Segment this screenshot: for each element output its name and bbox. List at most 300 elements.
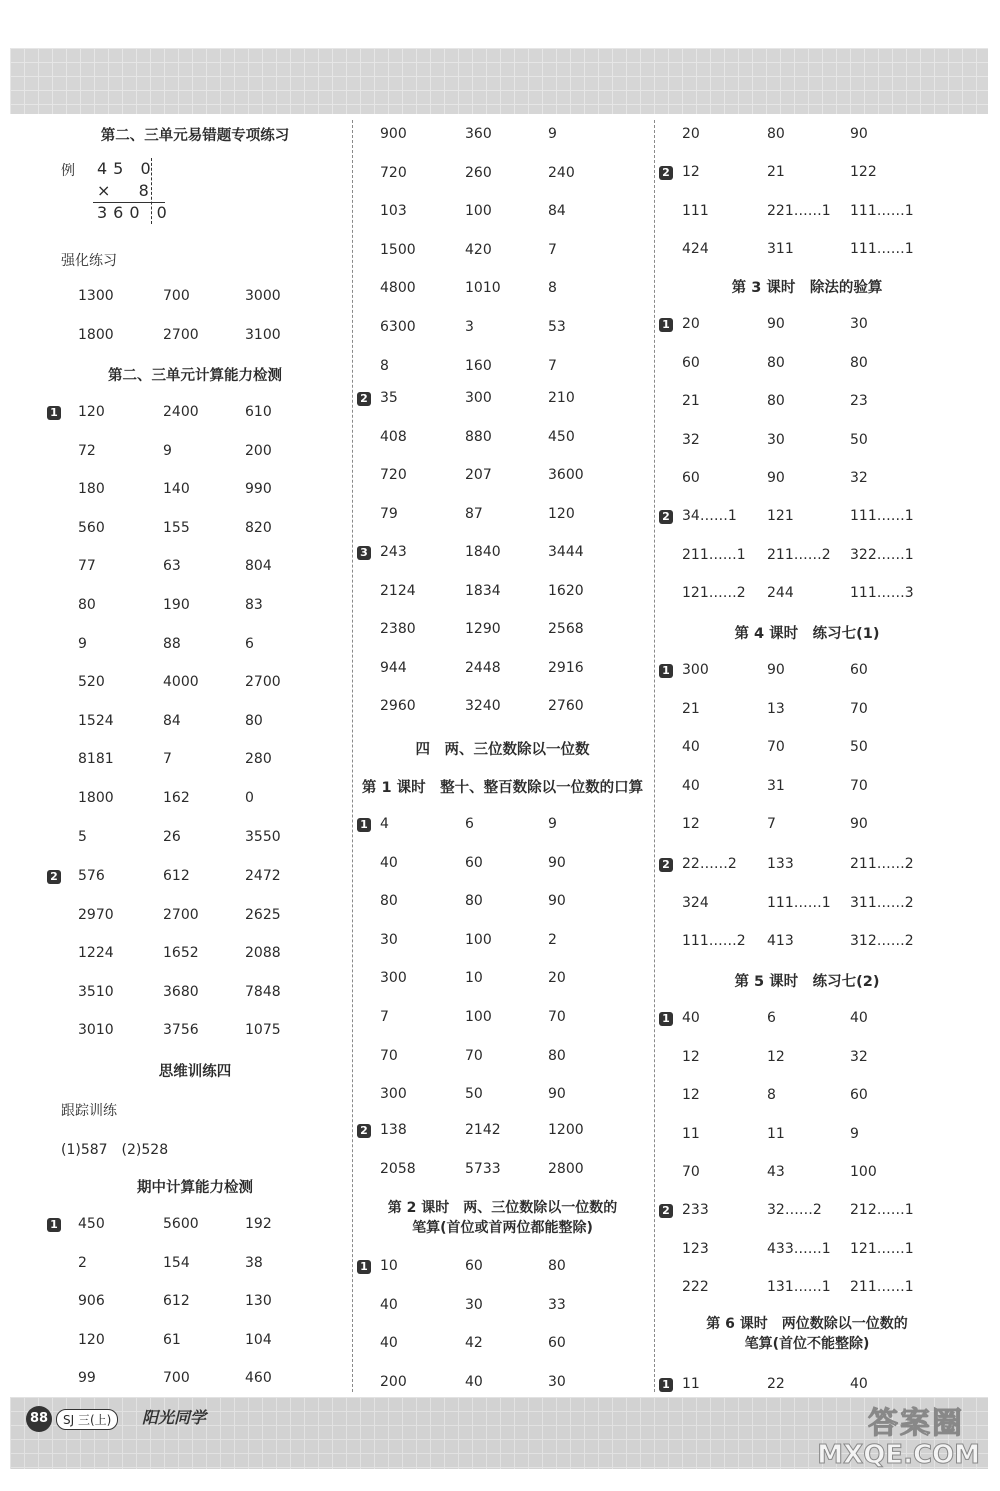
subsection-label: 跟踪训练 [61, 1103, 117, 1119]
answer-cell: 450 [78, 1216, 105, 1232]
answer-cell: 80 [767, 354, 785, 371]
answer-cell: 207 [465, 467, 492, 484]
answer-cell: 322……1 [850, 546, 914, 563]
answer-row [657, 233, 957, 271]
answer-row [45, 1285, 345, 1323]
answer-cell: 22……2 [682, 856, 737, 872]
question-number-badge: 2 [659, 166, 673, 180]
answer-row [355, 1327, 650, 1365]
answer-cell: 50 [465, 1086, 483, 1103]
answer-row [355, 924, 650, 962]
answer-cell: 11 [682, 1125, 700, 1142]
example-line1: 45 0 [97, 159, 157, 178]
answer-cell: 300 [380, 1086, 407, 1103]
answer-cell: 180 [78, 481, 105, 498]
answer-cell: 111……1 [850, 202, 914, 219]
answer-cell: 700 [163, 288, 190, 304]
answer-cell: 23 [850, 393, 868, 410]
answer-cell: 80 [245, 712, 263, 729]
answer-cell: 2448 [465, 659, 501, 676]
answer-cell: 32 [850, 470, 868, 487]
answer-cell: 90 [767, 662, 785, 678]
question-number-badge: 3 [357, 546, 371, 560]
answer-cell: 43 [767, 1164, 785, 1181]
watermark-url: MXQE.COM [817, 1440, 980, 1470]
answer-cell: 1840 [465, 544, 501, 560]
answer-cell: 12 [682, 1087, 700, 1104]
answer-cell: 133 [767, 856, 794, 872]
answer-cell: 1652 [163, 945, 199, 962]
answer-cell: 32 [850, 1048, 868, 1065]
answer-cell: 990 [245, 481, 272, 498]
answer-cell: 79 [380, 505, 398, 522]
answer-row [45, 821, 345, 859]
answer-cell: 70 [850, 700, 868, 717]
answer-row [355, 808, 650, 846]
answer-cell: 50 [850, 739, 868, 756]
answer-cell: 26 [163, 828, 181, 845]
answer-cell: 2 [78, 1254, 87, 1271]
answer-cell: 9 [548, 126, 557, 142]
answer-cell: 2800 [548, 1160, 584, 1177]
answer-cell: 100 [465, 1009, 492, 1025]
answer-row [45, 1362, 345, 1400]
answer-cell: 560 [78, 519, 105, 536]
answer-cell: 1834 [465, 582, 501, 599]
answer-cell: 450 [548, 428, 575, 445]
answer-cell: 520 [78, 674, 105, 691]
answer-cell: 2088 [245, 945, 281, 962]
answer-cell: 211……2 [767, 546, 831, 563]
answer-cell: 72 [78, 442, 96, 459]
answer-cell: 11 [682, 1376, 700, 1392]
answer-cell: 804 [245, 558, 272, 575]
answer-row [355, 1250, 650, 1288]
answer-row [355, 498, 650, 536]
answer-cell: 42 [465, 1335, 483, 1352]
answer-cell: 70 [682, 1164, 700, 1181]
answer-cell: 80 [548, 1258, 566, 1274]
answer-row [657, 385, 957, 423]
answer-cell: 40 [682, 739, 700, 756]
answer-cell: 13 [767, 700, 785, 717]
answer-row [45, 1208, 345, 1246]
answer-cell: 100 [465, 203, 492, 220]
answer-cell: 2916 [548, 659, 584, 676]
answer-row [657, 808, 957, 846]
answer-cell: 120 [78, 1331, 105, 1348]
subsection-label: 强化练习 [61, 253, 117, 269]
answer-cell: 63 [163, 558, 181, 575]
answer-cell: 104 [245, 1331, 272, 1348]
answer-cell: 60 [850, 1087, 868, 1104]
answer-cell: 84 [548, 203, 566, 220]
answer-cell: 30 [465, 1296, 483, 1313]
answer-cell: 20 [682, 316, 700, 332]
answer-row [355, 575, 650, 613]
answer-cell: 8181 [78, 751, 114, 768]
answer-cell: 87 [465, 505, 483, 522]
answer-cell: 100 [465, 931, 492, 948]
example-divider [151, 158, 152, 224]
answer-cell: 3000 [245, 288, 281, 304]
answer-cell: 70 [767, 739, 785, 756]
answer-cell: 906 [78, 1293, 105, 1310]
lesson-title [657, 1314, 957, 1354]
answer-row [355, 382, 650, 420]
lesson-title [355, 1198, 650, 1238]
answer-cell: 192 [245, 1216, 272, 1232]
answer-cell: 122 [850, 164, 877, 180]
answer-row [45, 1324, 345, 1362]
answer-cell: 9 [163, 442, 172, 459]
answer-cell: 1224 [78, 945, 114, 962]
answer-cell: 121 [767, 508, 794, 524]
answer-row [355, 613, 650, 651]
answer-cell: 120 [78, 404, 105, 420]
answer-row [355, 1153, 650, 1191]
example-body [97, 158, 173, 224]
answer-row [657, 500, 957, 538]
answer-cell: 84 [163, 712, 181, 729]
question-number-badge: 1 [659, 664, 673, 678]
answer-row [355, 652, 650, 690]
answer-cell: 8 [380, 357, 389, 374]
answer-row [657, 693, 957, 731]
answer-cell: 90 [767, 470, 785, 487]
answer-cell: 408 [380, 428, 407, 445]
answer-cell: 9 [78, 635, 87, 652]
answer-cell: 880 [465, 428, 492, 445]
answer-cell: 32……2 [767, 1202, 822, 1218]
answer-cell: 576 [78, 868, 105, 884]
answer-cell: 80 [548, 1047, 566, 1064]
answer-cell: 35 [380, 390, 398, 406]
answer-cell: 111……1 [850, 241, 914, 258]
answer-cell: 30 [850, 316, 868, 332]
answer-row [657, 654, 957, 692]
answer-row [45, 550, 345, 588]
answer-cell: 2960 [380, 698, 416, 715]
answer-cell: 3 [465, 319, 474, 335]
answer-cell: 154 [163, 1254, 190, 1271]
answer-row [657, 1118, 957, 1156]
answer-cell: 138 [380, 1122, 407, 1138]
answer-row [355, 272, 650, 310]
answer-cell: 70 [380, 1047, 398, 1064]
answer-row [657, 1002, 957, 1040]
answer-row [355, 847, 650, 885]
answer-cell: 120 [548, 505, 575, 522]
answer-cell: 210 [548, 390, 575, 406]
answer-cell: 70 [548, 1009, 566, 1025]
answer-cell: 1290 [465, 621, 501, 638]
answer-row [45, 666, 345, 704]
answer-cell: 820 [245, 519, 272, 536]
column-right [657, 118, 957, 1393]
question-number-badge: 2 [659, 1204, 673, 1218]
answer-cell: 40 [465, 1373, 483, 1390]
answer-cell: 80 [850, 354, 868, 371]
answer-cell: 413 [767, 933, 794, 950]
answer-cell: 6 [465, 816, 474, 832]
answer-cell: 433……1 [767, 1240, 831, 1257]
section-title: 第二、三单元计算能力检测 [108, 368, 282, 384]
section-title: 第二、三单元易错题专项练习 [100, 128, 290, 144]
answer-cell: 720 [380, 467, 407, 484]
answer-cell: 612 [163, 868, 190, 884]
example-rule [93, 202, 165, 203]
answer-row [657, 118, 957, 156]
answer-cell: 1200 [548, 1122, 584, 1138]
lesson-title: 第 1 课时 整十、整百数除以一位数的口算 [361, 780, 644, 796]
answer-cell: 300 [465, 390, 492, 406]
answer-row [45, 976, 345, 1014]
answer-cell: 2568 [548, 621, 584, 638]
answer-cell: 21 [682, 700, 700, 717]
answer-cell: 460 [245, 1370, 272, 1387]
answer-cell: 2472 [245, 868, 281, 884]
answer-cell: 40 [850, 1010, 868, 1026]
answer-cell: 2058 [380, 1160, 416, 1177]
example-vertical-multiplication [45, 156, 245, 236]
answer-cell: 5600 [163, 1216, 199, 1232]
answer-cell: 2124 [380, 582, 416, 599]
answer-cell: 3444 [548, 544, 584, 560]
answer-cell: 324 [682, 894, 709, 911]
lesson-title-line2: 笔算(首位不能整除) [744, 1336, 870, 1352]
section-title: 期中计算能力检测 [137, 1180, 253, 1196]
answer-cell: 420 [465, 241, 492, 258]
answer-cell: 9 [548, 816, 557, 832]
answer-row [355, 1289, 650, 1327]
answer-cell: 111……3 [850, 585, 914, 602]
answer-cell: 90 [767, 316, 785, 332]
answer-cell: 6300 [380, 319, 416, 335]
column-divider [352, 120, 353, 1392]
answer-row [45, 937, 345, 975]
answer-cell: 60 [682, 470, 700, 487]
answer-cell: 3600 [548, 467, 584, 484]
answer-cell: 4000 [163, 674, 199, 691]
answer-cell: 3680 [163, 983, 199, 1000]
answer-row [45, 705, 345, 743]
edition-tag: SJ 三(上) [56, 1409, 118, 1430]
answer-row [657, 848, 957, 886]
answer-row [657, 1271, 957, 1309]
lesson-title: 第 4 课时 练习七(1) [734, 626, 880, 642]
answer-row [355, 234, 650, 272]
answer-row [657, 424, 957, 462]
answer-line: (1)587 (2)528 [61, 1142, 169, 1158]
answer-cell: 2700 [163, 906, 199, 923]
answer-cell: 221……1 [767, 202, 831, 219]
answer-cell: 9 [850, 1125, 859, 1142]
answer-row [657, 1079, 957, 1117]
answer-cell: 8 [548, 280, 557, 297]
answer-cell: 244 [767, 585, 794, 602]
answer-cell: 11 [767, 1125, 785, 1142]
answer-cell: 1524 [78, 712, 114, 729]
answer-cell: 155 [163, 519, 190, 536]
answer-row [355, 118, 650, 156]
answer-cell: 2760 [548, 698, 584, 715]
question-number-badge: 2 [357, 392, 371, 406]
answer-cell: 200 [380, 1373, 407, 1390]
answer-cell: 40 [380, 1335, 398, 1352]
answer-cell: 2142 [465, 1122, 501, 1138]
watermark-logo: 答案圈 [868, 1406, 964, 1441]
answer-cell: 280 [245, 751, 272, 768]
answer-row [355, 459, 650, 497]
answer-cell: 311……2 [850, 894, 914, 911]
question-number-badge: 2 [47, 870, 61, 884]
answer-cell: 7 [548, 357, 557, 374]
answer-cell: 612 [163, 1293, 190, 1310]
answer-row [657, 770, 957, 808]
question-number-badge: 1 [659, 318, 673, 332]
answer-cell: 3550 [245, 828, 281, 845]
answer-cell: 240 [548, 164, 575, 181]
answer-cell: 2380 [380, 621, 416, 638]
answer-cell: 123 [682, 1240, 709, 1257]
answer-cell: 83 [245, 597, 263, 613]
answer-cell: 360 [465, 126, 492, 142]
answer-cell: 300 [682, 662, 709, 678]
answer-cell: 424 [682, 241, 709, 258]
question-number-badge: 1 [659, 1378, 673, 1392]
answer-cell: 1075 [245, 1022, 281, 1039]
question-number-badge: 1 [357, 818, 371, 832]
header-band [10, 48, 988, 114]
answer-cell: 233 [682, 1202, 709, 1218]
answer-row [657, 462, 957, 500]
answer-row [355, 157, 650, 195]
answer-cell: 40 [380, 1296, 398, 1313]
answer-cell: 720 [380, 164, 407, 181]
answer-cell: 2970 [78, 906, 114, 923]
answer-row [45, 512, 345, 550]
answer-cell: 53 [548, 319, 566, 335]
answer-row [45, 743, 345, 781]
column-left [45, 118, 345, 1393]
answer-cell: 3756 [163, 1022, 199, 1039]
question-number-badge: 1 [659, 1012, 673, 1026]
answer-cell: 700 [163, 1370, 190, 1387]
answer-cell: 32 [682, 431, 700, 448]
answer-cell: 60 [465, 854, 483, 871]
answer-cell: 0 [245, 790, 254, 806]
answer-cell: 90 [850, 816, 868, 833]
answer-cell: 222 [682, 1279, 709, 1296]
answer-cell: 7848 [245, 983, 281, 1000]
answer-row [355, 885, 650, 923]
answer-cell: 1620 [548, 582, 584, 599]
answer-row [657, 925, 957, 963]
answer-cell: 90 [548, 854, 566, 871]
brand-logo: 阳光同学 [142, 1408, 207, 1427]
answer-cell: 30 [767, 431, 785, 448]
answer-cell: 3100 [245, 326, 281, 343]
answer-cell: 1500 [380, 241, 416, 258]
answer-cell: 12 [682, 164, 700, 180]
question-number-badge: 1 [357, 1260, 371, 1274]
answer-cell: 130 [245, 1293, 272, 1310]
answer-row [355, 690, 650, 728]
answer-cell: 70 [465, 1047, 483, 1064]
answer-cell: 2400 [163, 404, 199, 420]
answer-cell: 162 [163, 790, 190, 806]
answer-cell: 10 [465, 970, 483, 987]
answer-cell: 260 [465, 164, 492, 181]
answer-row [45, 628, 345, 666]
answer-cell: 300 [380, 970, 407, 987]
answer-row [45, 589, 345, 627]
answer-row [657, 1156, 957, 1194]
answer-cell: 5733 [465, 1160, 501, 1177]
answer-cell: 944 [380, 659, 407, 676]
answer-cell: 212……1 [850, 1202, 914, 1218]
answer-row [355, 195, 650, 233]
answer-row [45, 1014, 345, 1052]
answer-cell: 121……2 [682, 585, 746, 602]
answer-cell: 8 [767, 1087, 776, 1104]
answer-cell: 30 [548, 1373, 566, 1390]
answer-cell: 60 [548, 1335, 566, 1352]
example-line3: 360 0 [97, 203, 173, 222]
answer-cell: 20 [682, 126, 700, 142]
answer-cell: 90 [548, 893, 566, 910]
answer-cell: 1800 [78, 326, 114, 343]
answer-cell: 2700 [245, 674, 281, 691]
answer-row [355, 962, 650, 1000]
answer-cell: 211……1 [682, 546, 746, 563]
answer-cell: 60 [682, 354, 700, 371]
answer-row [657, 577, 957, 615]
lesson-title-line1: 第 6 课时 两位数除以一位数的 [706, 1316, 908, 1332]
answer-cell: 60 [850, 662, 868, 678]
answer-cell: 3240 [465, 698, 501, 715]
answer-cell: 111 [682, 202, 709, 219]
answer-cell: 80 [767, 126, 785, 142]
answer-cell: 90 [548, 1086, 566, 1103]
answer-cell: 6 [767, 1010, 776, 1026]
answer-row [45, 1247, 345, 1285]
answer-cell: 121……1 [850, 1240, 914, 1257]
answer-cell: 90 [850, 126, 868, 142]
answer-cell: 38 [245, 1254, 263, 1271]
unit-title: 四 两、三位数除以一位数 [415, 742, 590, 758]
answer-cell: 211……2 [850, 856, 914, 872]
answer-row [355, 536, 650, 574]
answer-row [657, 156, 957, 194]
answer-cell: 21 [767, 164, 785, 180]
answer-cell: 7 [163, 751, 172, 768]
answer-cell: 6 [245, 635, 254, 652]
answer-cell: 7 [548, 241, 557, 258]
answer-cell: 211……1 [850, 1279, 914, 1296]
question-number-badge: 1 [47, 1218, 61, 1232]
answer-cell: 80 [78, 597, 96, 613]
answer-row [657, 887, 957, 925]
answer-cell: 312……2 [850, 933, 914, 950]
lesson-title-line1: 第 2 课时 两、三位数除以一位数的 [387, 1200, 618, 1216]
answer-row [657, 308, 957, 346]
answer-row [355, 311, 650, 349]
answer-cell: 40 [682, 1010, 700, 1026]
answer-cell: 77 [78, 558, 96, 575]
answer-cell: 80 [465, 893, 483, 910]
